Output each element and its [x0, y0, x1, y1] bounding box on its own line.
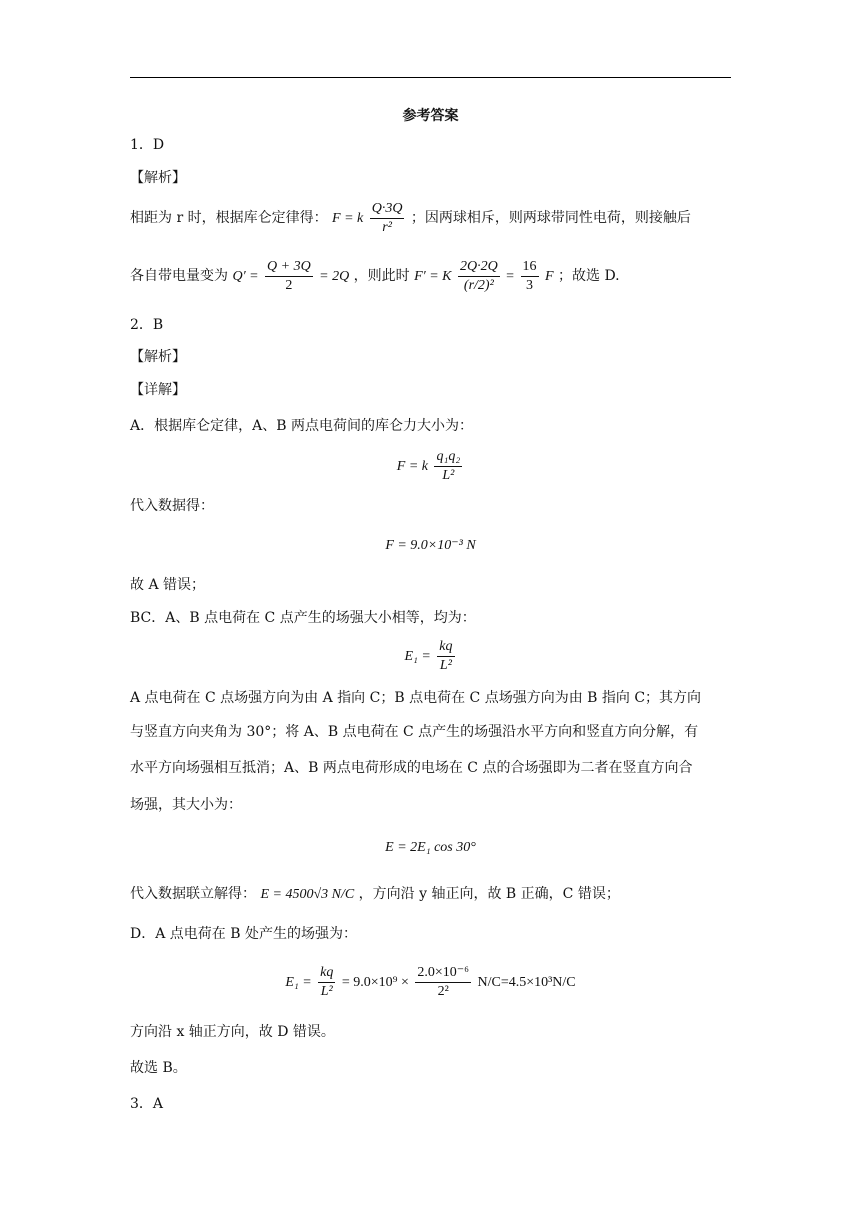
q1-line2-text-c: ；故选 D.	[558, 268, 620, 284]
q1-formula3-eq: =	[506, 269, 515, 284]
q2-e1-lhs: E₁ =	[404, 649, 431, 664]
q2-d-den1: L²	[320, 983, 333, 999]
q1-analysis-tag: 【解析】	[130, 170, 186, 186]
q2-para4: 场强，其大小为：	[130, 797, 242, 813]
q1-line2	[130, 248, 620, 305]
q2-d-fraction2	[415, 964, 471, 1001]
q1-line1-text-b: ；因两球相斥，则两球带同性电荷，则接触后	[410, 210, 691, 226]
q1-formula1-den: r²	[382, 219, 392, 235]
q1-formula2-den: 2	[285, 277, 293, 293]
q2-d-num2: 2.0×10⁻⁶	[415, 964, 471, 983]
q2-d-formula	[130, 958, 731, 1007]
q3-number: 3．A	[130, 1096, 164, 1112]
q2-f-den: L²	[442, 467, 455, 483]
q1-formula3-fraction2	[521, 258, 539, 295]
q2-a-line: A．根据库仑定律，A、B 两点电荷间的库仑力大小为：	[130, 418, 473, 434]
q1-formula3-num: 2Q·2Q	[458, 258, 500, 277]
q2-d-lhs: E₁ =	[285, 975, 312, 990]
q2-detail-tag: 【详解】	[130, 382, 186, 398]
q2-d-num1: kq	[318, 964, 335, 983]
q1-formula2-fraction	[265, 258, 313, 295]
q2-para2: 与竖直方向夹角为 30°；将 A、B 点电荷在 C 点产生的场强沿水平方向和竖直方向分解，有	[130, 724, 699, 740]
q2-solve-formula: E = 4500√3 N/C	[260, 887, 355, 902]
q1-line2-text-b: ，则此时	[353, 268, 410, 284]
q1-formula3-den2: 3	[526, 277, 534, 293]
q2-para1: A 点电荷在 C 点场强方向为由 A 指向 C；B 点电荷在 C 点场强方向为由 B 指向 C；其方向	[130, 690, 702, 706]
q2-para3: 水平方向场强相互抵消；A、B 两点电荷形成的电场在 C 点的合场强即为二者在竖直方向合	[130, 760, 693, 776]
q1-line2-text-a: 各自带电量变为	[130, 268, 228, 284]
q2-answer: 故选 B。	[130, 1060, 187, 1076]
q2-d-den2: 2²	[437, 983, 449, 999]
q1-line1-text-a: 相距为 r 时，根据库仑定律得：	[130, 210, 328, 226]
q2-e1-formula	[130, 636, 731, 677]
q1-formula3-fraction	[458, 258, 500, 295]
q1-formula2-lhs: Q′ =	[232, 269, 259, 284]
q2-solve-line	[130, 884, 620, 905]
q2-analysis-tag: 【解析】	[130, 349, 186, 365]
q2-bc-line: BC．A、B 点电荷在 C 点产生的场强大小相等，均为：	[130, 610, 476, 626]
q2-e1-fraction	[437, 638, 454, 675]
q2-d-rhs: N/C=4.5×10³N/C	[477, 975, 576, 990]
q1-formula2-num: Q + 3Q	[265, 258, 313, 277]
q2-e1-den: L²	[439, 657, 452, 673]
q2-e-formula: E = 2E₁ cos 30°	[385, 840, 476, 855]
q1-formula1-lhs: F = k	[332, 211, 364, 226]
q2-f-lhs: F = k	[396, 459, 429, 474]
q2-d-mid: = 9.0×10⁹ ×	[341, 975, 409, 990]
q2-a-wrong: 故 A 错误；	[130, 577, 206, 593]
q2-d-dir: 方向沿 x 轴正方向，故 D 错误。	[130, 1024, 335, 1040]
q2-sub-data: 代入数据得：	[130, 498, 214, 514]
q1-formula3-lhs: F′ = K	[414, 269, 452, 284]
q2-f-num: q₁q₂	[434, 448, 462, 467]
q2-e1-num: kq	[437, 638, 454, 657]
q2-coulomb-formula	[130, 446, 731, 487]
q2-f-fraction	[434, 448, 462, 485]
q1-formula2-rhs: = 2Q	[319, 269, 350, 284]
page-title: 参考答案	[402, 108, 459, 124]
q2-solve-text-a: 代入数据联立解得：	[130, 886, 256, 902]
q2-number: 2．B	[130, 317, 164, 333]
q2-d-fraction1	[318, 964, 335, 1001]
q1-line1	[130, 196, 691, 241]
q1-formula3-rhs: F	[544, 269, 554, 284]
q2-solve-text-b: ，方向沿 y 轴正向，故 B 正确，C 错误；	[358, 886, 620, 902]
q1-number: 1．D	[130, 137, 165, 153]
q1-formula1-num: Q·3Q	[370, 200, 405, 219]
q1-formula3-num2: 16	[521, 258, 539, 277]
q1-formula3-den: (r/2)²	[463, 277, 494, 293]
q1-formula1-fraction	[370, 200, 405, 237]
header-rule	[130, 77, 731, 78]
q2-d-line: D．A 点电荷在 B 处产生的场强为：	[130, 926, 357, 942]
q2-f-value: F = 9.0×10⁻³ N	[385, 538, 476, 553]
